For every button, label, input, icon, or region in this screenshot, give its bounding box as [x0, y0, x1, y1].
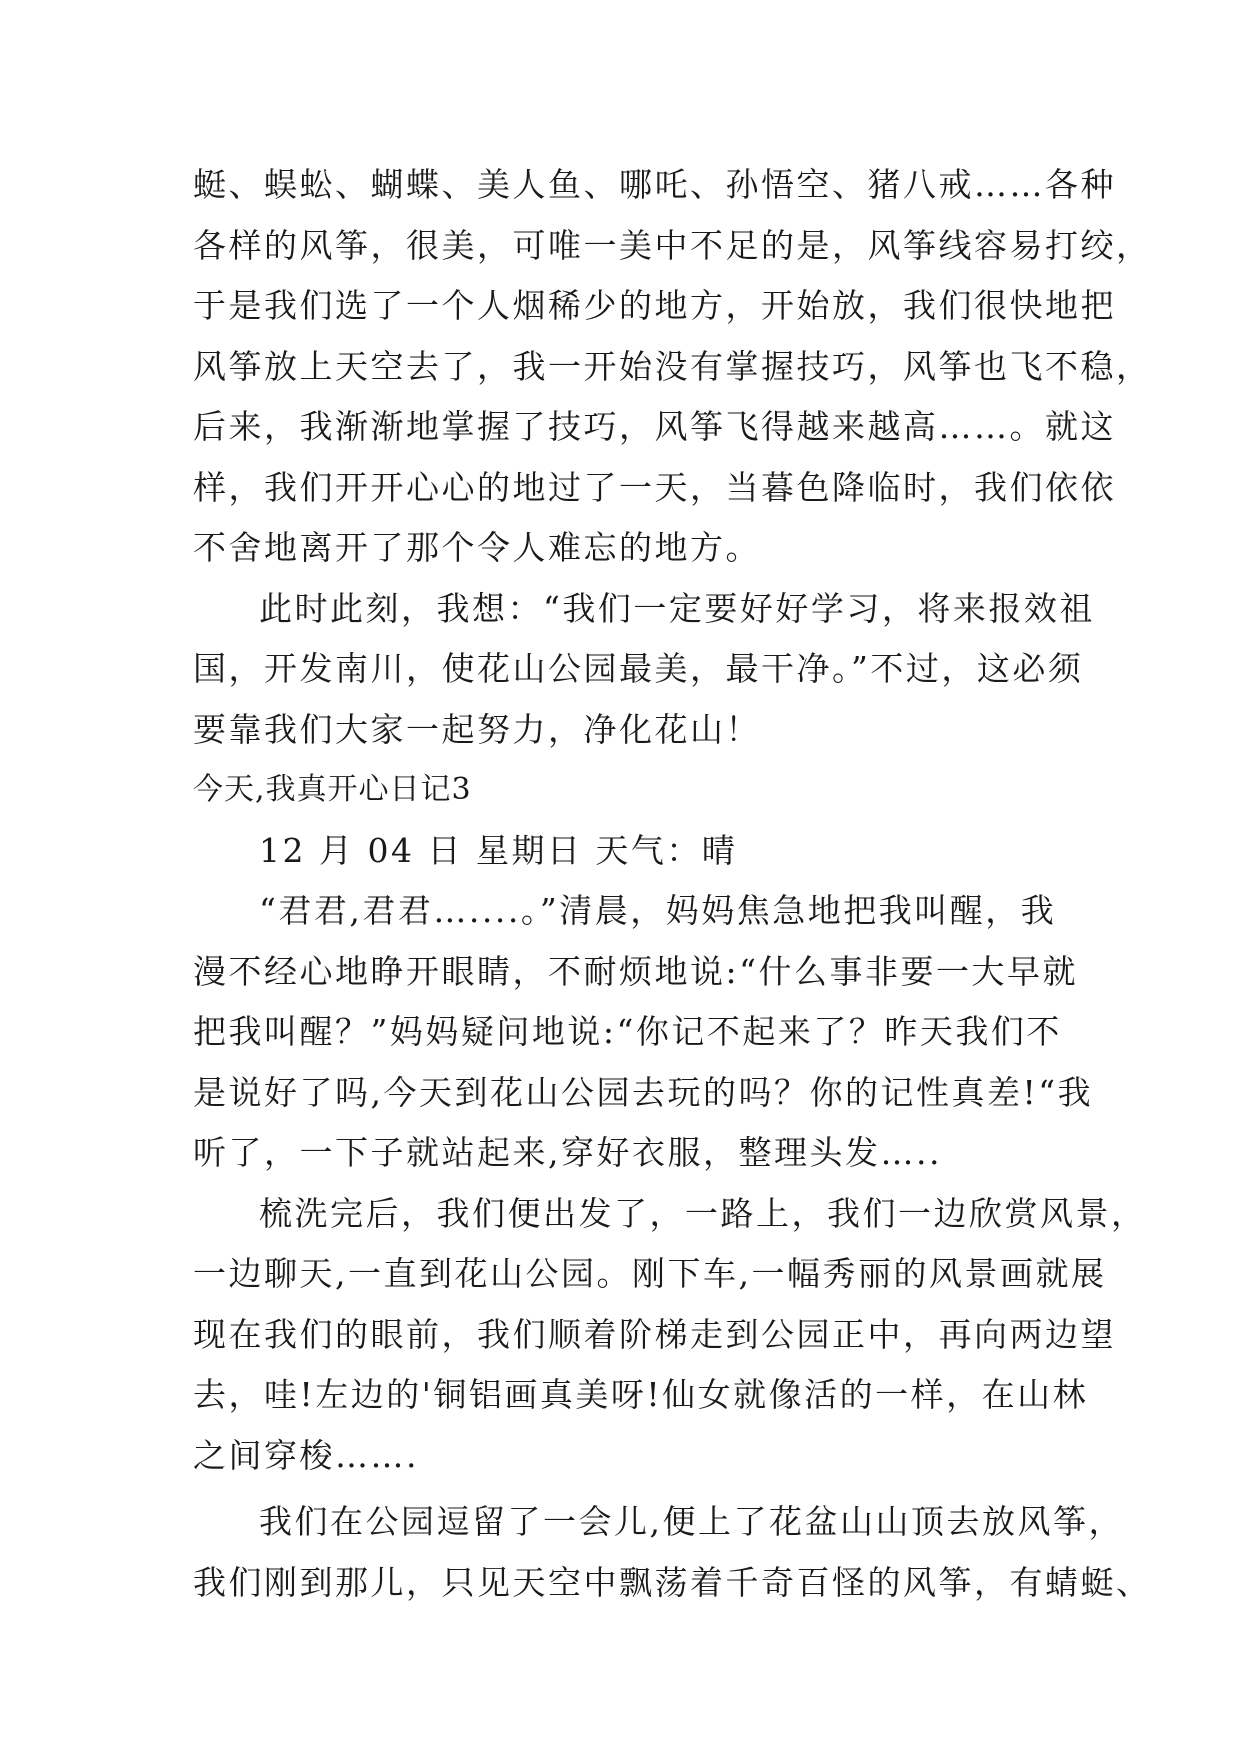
paragraph — [193, 1184, 1147, 1487]
paragraph — [193, 1492, 1152, 1613]
text-line: 此时此刻，我想：“我们一定要好好学习，将来报效祖 — [259, 588, 1095, 628]
text-line: 我们刚到那儿，只见天空中飘荡着千奇百怪的风筝，有蜻蜓、 — [193, 1562, 1152, 1602]
text-line: 现在我们的眼前，我们顺着阶梯走到公园正中，再向两边望 — [193, 1314, 1116, 1354]
date-line: 12 月 04 日 星期日 天气：晴 — [259, 830, 738, 870]
document-page — [193, 155, 1152, 1613]
text-line: 不舍地离开了那个令人难忘的地方。 — [193, 528, 761, 567]
text-line: 样，我们开开心心的地过了一天，当暮色降临时，我们依依 — [193, 467, 1116, 507]
text-line: 去，哇!左边的'铜铝画真美呀!仙女就像活的一样，在山林 — [193, 1375, 1089, 1414]
text-line: 一边聊天,一直到花山公园。刚下车,一幅秀丽的风景画就展 — [193, 1254, 1107, 1293]
paragraph — [193, 155, 1152, 579]
text-line: 各样的风筝，很美，可唯一美中不足的是，风筝线容易打绞， — [193, 225, 1152, 265]
diary-heading: 今天,我真开心日记3 — [193, 772, 472, 807]
text-line: 漫不经心地睁开眼睛，不耐烦地说:“什么事非要一大早就 — [193, 951, 1078, 991]
text-line: 听了，一下子就站起来,穿好衣服，整理头发….. — [193, 1133, 942, 1172]
text-line: 后来，我渐渐地掌握了技巧，风筝飞得越来越高……。就这 — [193, 407, 1116, 446]
text-line: 我们在公园逗留了一会儿,便上了花盆山山顶去放风筝， — [259, 1502, 1124, 1541]
text-line: 蜓、蜈蚣、蝴蝶、美人鱼、哪吒、孙悟空、猪八戒……各种 — [193, 165, 1116, 204]
text-line: 风筝放上天空去了，我一开始没有掌握技巧，风筝也飞不稳， — [193, 346, 1152, 386]
text-line: 是说好了吗,今天到花山公园去玩的吗？你的记性真差!“我 — [193, 1072, 1094, 1112]
paragraph — [193, 881, 1094, 1184]
text-line: 于是我们选了一个人烟稀少的地方，开始放，我们很快地把 — [193, 286, 1116, 325]
text-line: 国，开发南川，使花山公园最美，最干净。”不过，这必须 — [193, 649, 1084, 688]
text-line: 梳洗完后，我们便出发了，一路上，我们一边欣赏风景， — [259, 1193, 1147, 1233]
text-line: 之间穿梭……. — [193, 1435, 419, 1475]
text-line: 把我叫醒？”妈妈疑问地说:“你记不起来了？昨天我们不 — [193, 1012, 1062, 1051]
text-line: “君君,君君…....。”清晨，妈妈焦急地把我叫醒，我 — [259, 891, 1057, 930]
paragraph — [193, 579, 1095, 761]
text-line: 要靠我们大家一起努力，净化花山！ — [193, 709, 761, 749]
